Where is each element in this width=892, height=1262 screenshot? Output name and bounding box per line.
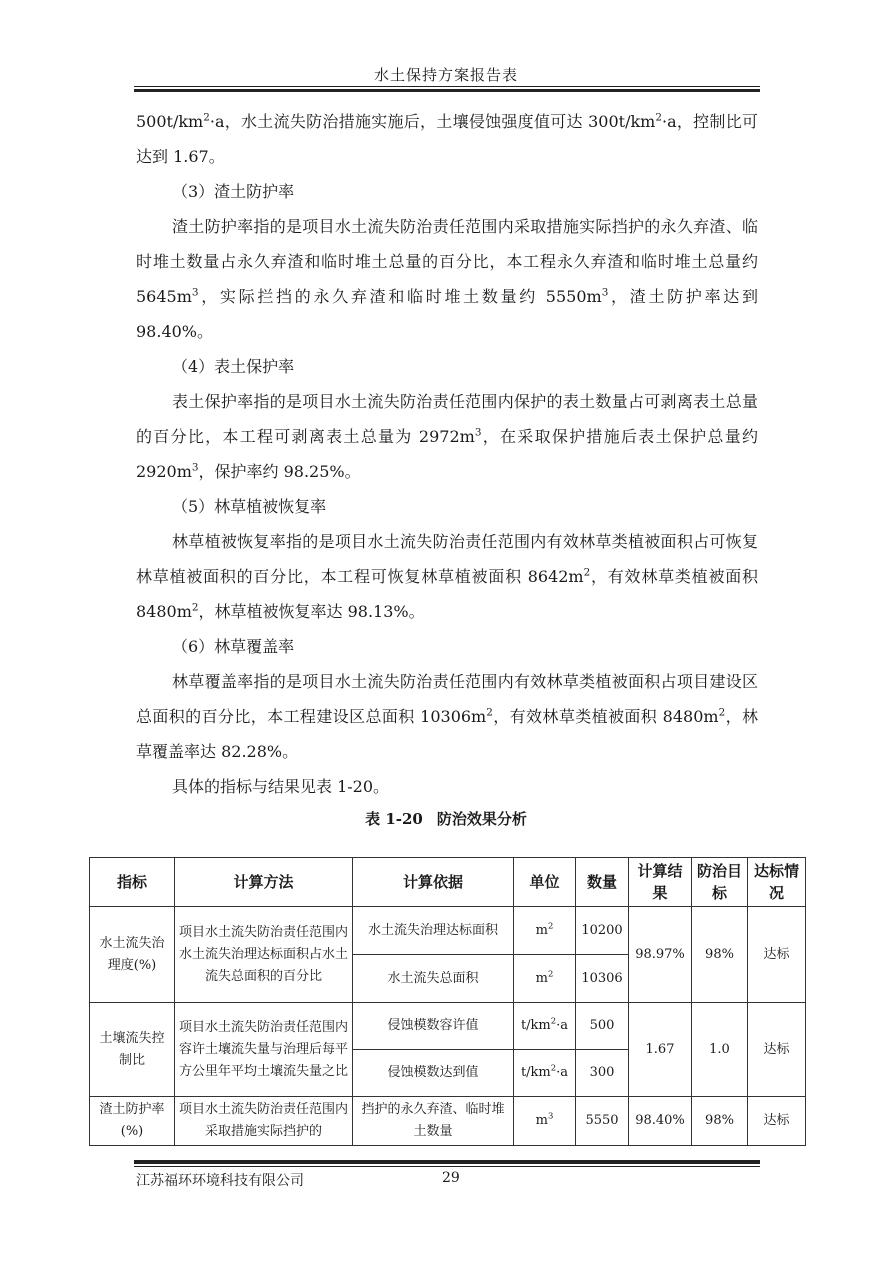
p4-text-b: ，在采取保护措施后表土保护总量约 2920m <box>136 427 758 481</box>
cell-quantity: 300 <box>576 1050 629 1097</box>
paragraph-vegetation-coverage <box>136 664 758 769</box>
page-number: 29 <box>442 1170 460 1186</box>
cell-result: 98.40% <box>629 1097 692 1146</box>
cell-status: 达标 <box>748 1003 806 1097</box>
sup: 3 <box>191 286 199 299</box>
cell-method: 项目水土流失防治责任范围内水土流失治理达标面积占水土流失总面积的百分比 <box>175 907 353 1003</box>
sup: 2 <box>191 601 199 614</box>
p5-text-b: ，有效林草类植被面积 8480m <box>136 567 758 621</box>
running-header-title: 水土保持方案报告表 <box>373 66 518 84</box>
cell-method: 项目水土流失防治责任范围内容许土壤流失量与治理后每平方公里年平均土壤流失量之比 <box>175 1003 353 1097</box>
header-rule-thick <box>134 89 760 92</box>
body-text <box>136 104 758 804</box>
unit-text-post: ·a <box>556 1018 569 1033</box>
sup: 2 <box>486 706 493 719</box>
sup: 2 <box>655 111 662 124</box>
footer-rule-thin <box>134 1166 760 1167</box>
heading-slag-protection: （3）渣土防护率 <box>172 182 295 201</box>
cell-unit <box>514 907 576 955</box>
header-rule-thin <box>134 86 760 87</box>
unit-sup: 2 <box>550 1015 557 1026</box>
p1-text-c: ·a，控制比可达到 1.67。 <box>136 112 758 166</box>
p5-text-a: 林草植被恢复率指的是项目水土流失防治责任范围内有效林草类植被面积占可恢复林草植被面积的百分比，本工程可恢复林草植被面积 8642m <box>136 532 758 586</box>
cell-basis: 侵蚀模数容许值 <box>353 1003 514 1050</box>
table-number: 表 1-20 <box>365 810 423 828</box>
unit-text: t/km <box>520 1065 551 1080</box>
header-result: 计算结果 <box>629 858 692 907</box>
unit-text: m <box>535 970 548 986</box>
header-unit: 单位 <box>514 858 576 907</box>
header-quantity: 数量 <box>576 858 629 907</box>
sup: 3 <box>474 426 482 439</box>
table-row <box>90 1097 806 1146</box>
cell-indicator: 土壤流失控制比 <box>90 1003 175 1097</box>
cell-status: 达标 <box>748 907 806 1003</box>
cell-method: 项目水土流失防治责任范围内采取措施实际挡护的 <box>175 1097 353 1146</box>
paragraph-vegetation-recovery <box>136 524 758 629</box>
effect-analysis-table <box>89 857 806 1146</box>
header-indicator: 指标 <box>90 858 175 907</box>
unit-text: t/km <box>520 1018 551 1033</box>
cell-status: 达标 <box>748 1097 806 1146</box>
paragraph-slag-protection <box>136 209 758 349</box>
cell-basis: 侵蚀模数达到值 <box>353 1050 514 1097</box>
p3-text-b: ，实际拦挡的永久弃渣和临时堆土数量约 5550m <box>198 287 602 306</box>
unit-sup: 2 <box>547 920 554 931</box>
cell-quantity: 5550 <box>576 1097 629 1146</box>
header-target: 防治目标 <box>692 858 748 907</box>
p1-text-b: ·a，水土流失防治措施实施后，土壤侵蚀强度值可达 300t/km <box>209 112 656 131</box>
header-basis: 计算依据 <box>353 858 514 907</box>
unit-text: m <box>535 1113 548 1128</box>
unit-sup: 2 <box>547 968 554 979</box>
cell-basis: 挡护的永久弃渣、临时堆土数量 <box>353 1097 514 1146</box>
footer-company: 江苏福环环境科技有限公司 <box>136 1173 304 1189</box>
cell-basis: 水土流失治理达标面积 <box>353 907 514 955</box>
p6-text-a: 林草覆盖率指的是项目水土流失防治责任范围内有效林草类植被面积占项目建设区总面积的百分比，本工程建设区总面积 10306m <box>136 672 758 726</box>
paragraph-table-reference: 具体的指标与结果见表 1-20。 <box>172 777 390 796</box>
heading-vegetation-coverage: （6）林草覆盖率 <box>172 637 295 656</box>
p4-text-a: 表土保护率指的是项目水土流失防治责任范围内保护的表土数量占可剥离表土总量的百分比，本工程可剥离表土总量为 2972m <box>136 392 758 446</box>
p6-text-c: ，林草覆盖率达 82.28%。 <box>136 707 758 761</box>
cell-indicator: 渣土防护率(%) <box>90 1097 175 1146</box>
cell-unit <box>514 1050 576 1097</box>
sup: 2 <box>203 111 210 124</box>
cell-target: 98% <box>692 907 748 1003</box>
cell-result: 98.97% <box>629 907 692 1003</box>
sup: 3 <box>191 461 199 474</box>
cell-quantity: 500 <box>576 1003 629 1050</box>
p6-text-b: ，有效林草类植被面积 8480m <box>492 707 719 726</box>
sup: 3 <box>601 286 609 299</box>
p5-text-c: ，林草植被恢复率达 98.13%。 <box>198 602 425 621</box>
cell-unit <box>514 1097 576 1146</box>
cell-quantity: 10306 <box>576 955 629 1003</box>
cell-unit <box>514 1003 576 1050</box>
p3-text-c: ，渣土防护率达到 98.40%。 <box>136 287 758 341</box>
cell-result: 1.67 <box>629 1003 692 1097</box>
sup: 2 <box>583 566 591 579</box>
header-method: 计算方法 <box>175 858 353 907</box>
p3-text-a: 渣土防护率指的是项目水土流失防治责任范围内采取措施实际挡护的永久弃渣、临时堆土数量占永久弃渣和临时堆土总量的百分比，本工程永久弃渣和临时堆土总量约 5645m <box>136 217 758 306</box>
table-row <box>90 907 806 955</box>
p1-text-a: 500t/km <box>136 112 204 131</box>
sup: 2 <box>718 706 726 719</box>
heading-vegetation-recovery: （5）林草植被恢复率 <box>172 497 327 516</box>
table-header-row <box>90 858 806 907</box>
cell-basis: 水土流失总面积 <box>353 955 514 1003</box>
table-title: 防治效果分析 <box>436 810 527 828</box>
p4-text-c: ，保护率约 98.25%。 <box>198 462 361 481</box>
unit-sup: 2 <box>550 1062 557 1073</box>
cell-indicator: 水土流失治理度(%) <box>90 907 175 1003</box>
cell-quantity: 10200 <box>576 907 629 955</box>
unit-text-post: ·a <box>556 1065 569 1080</box>
table-caption <box>0 808 892 829</box>
cell-unit <box>514 955 576 1003</box>
cell-target: 1.0 <box>692 1003 748 1097</box>
heading-topsoil-protection: （4）表土保护率 <box>172 357 295 376</box>
paragraph-topsoil-protection <box>136 384 758 489</box>
footer-rule-thick <box>134 1160 760 1164</box>
unit-sup: 3 <box>547 1110 554 1121</box>
cell-target: 98% <box>692 1097 748 1146</box>
table-row <box>90 1003 806 1050</box>
header-status: 达标情况 <box>748 858 806 907</box>
paragraph-soil-loss-control <box>136 104 758 174</box>
unit-text: m <box>535 922 548 938</box>
